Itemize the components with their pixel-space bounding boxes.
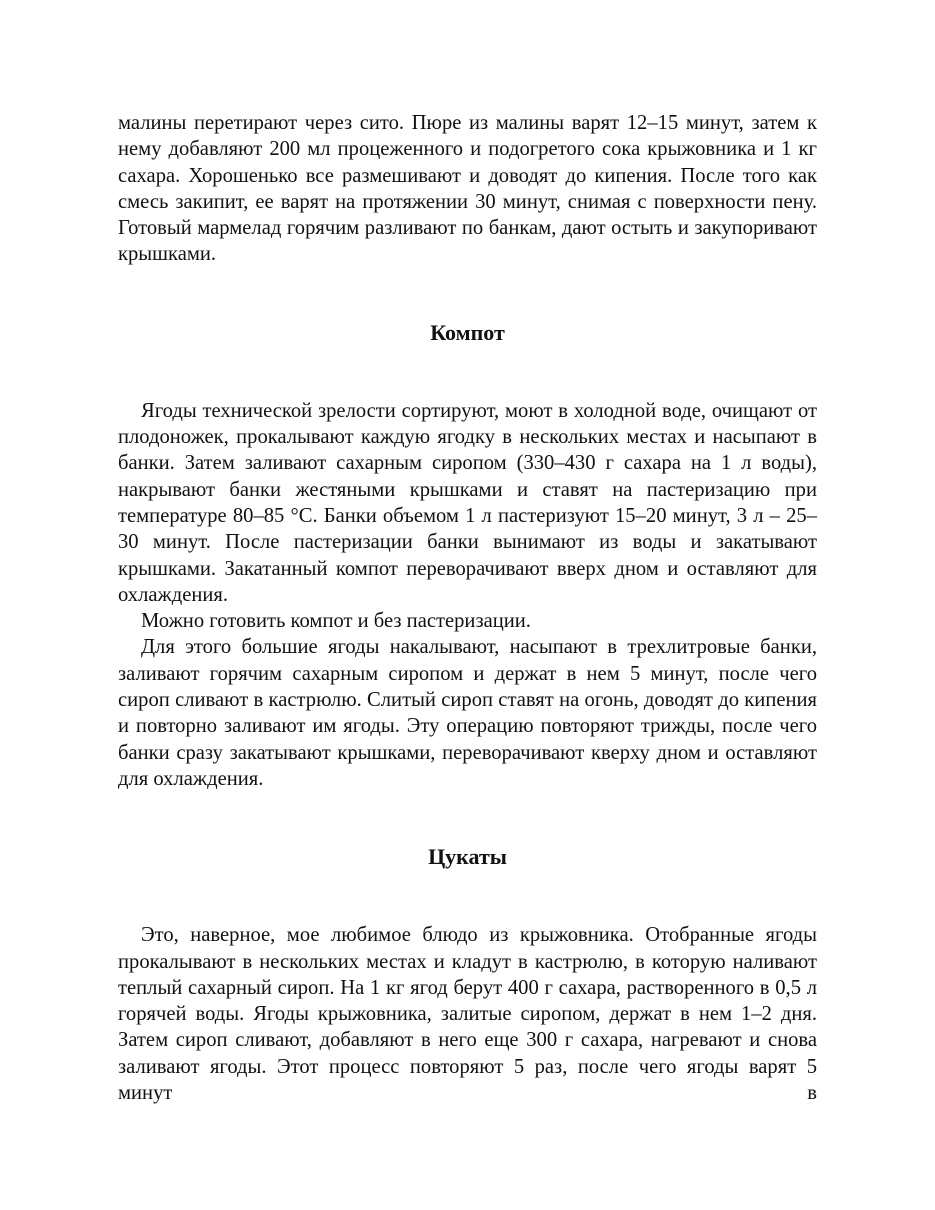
spacer: [118, 792, 817, 844]
intro-paragraph: малины перетирают через сито. Пюре из малины варят 12–15 минут, затем к нему добавляют 200 мл процеженного и подогретого сока крыжовника и 1 кг сахара. Хорошенько все размешивают и доводят до кипения. После того как смесь закипит, ее варят на протяжении 30 минут, снимая с поверхности пену. Готовый мармелад горячим разливают по банкам, дают остыть и закупоривают крышками.: [118, 112, 817, 266]
spacer: [118, 346, 817, 398]
document-page: [118, 110, 817, 1106]
kompot-paragraph-2: Можно готовить компот и без пастеризации.: [141, 610, 531, 633]
kompot-paragraph-3: Для этого большие ягоды накалывают, насыпают в трехлитровые банки, заливают горячим сахарным сиропом и держат в нем 5 минут, после чего сироп сливают в кастрюлю. Слитый сироп ставят на огонь, доводят до кипения и повторно заливают им ягоды. Эту операцию повторяют трижды, после чего банки сразу закатывают крышками, переворачивают кверху дном и оставляют для охлаждения.: [118, 636, 817, 790]
kompot-paragraph-1: Ягоды технической зрелости сортируют, моют в холодной воде, очищают от плодоножек, прокалывают каждую ягодку в нескольких местах и насыпают в банки. Затем заливают сахарным сиропом (330–430 г сахара на 1 л воды), накрывают банки жестяными крышками и ставят на пастеризацию при температуре 80–85 °С. Банки объемом 1 л пастеризуют 15–20 минут, 3 л – 25–30 минут. После пастеризации банки вынимают из воды и закатывают крышками. Закатанный компот переворачивают вверх дном и оставляют для охлаждения.: [118, 399, 817, 606]
spacer: [118, 268, 817, 320]
section-heading-tsukaty: Цукаты: [428, 844, 507, 870]
spacer: [118, 870, 817, 922]
section-heading-kompot: Компот: [430, 319, 505, 345]
tsukaty-paragraph-1: Это, наверное, мое любимое блюдо из крыжовника. Отобранные ягоды прокалывают в нескольких местах и кладут в кастрюлю, в которую наливают теплый сахарный сироп. На 1 кг ягод берут 400 г сахара, растворенного в 0,5 л горячей воды. Ягоды крыжовника, залитые сиропом, держат в нем 1–2 дня. Затем сироп сливают, добавляют в него еще 300 г сахара, нагревают и снова заливают ягоды. Этот процесс повторяют 5 раз, после чего ягоды варят 5 минут в: [118, 924, 817, 1105]
